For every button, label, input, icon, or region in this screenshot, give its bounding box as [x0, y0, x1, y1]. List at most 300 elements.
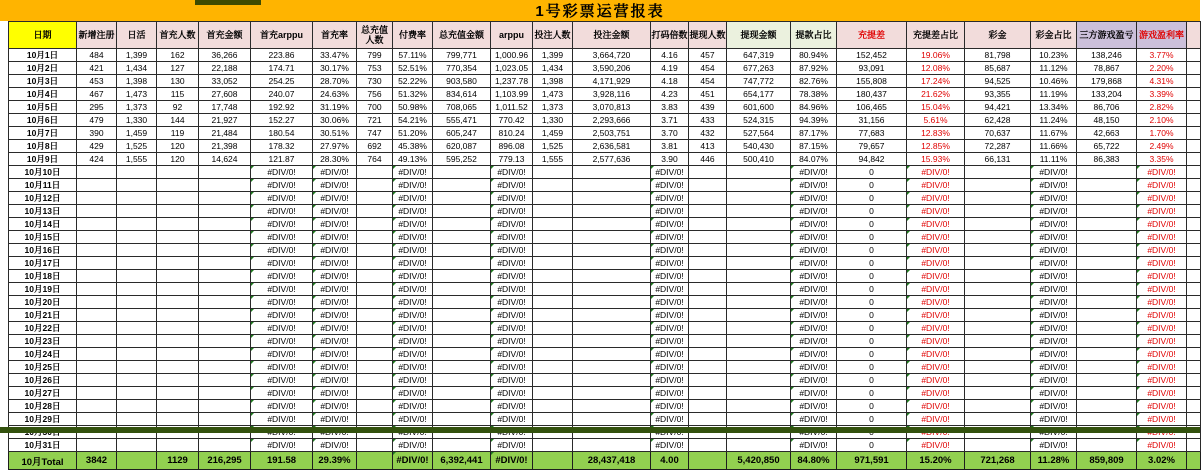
cell-total-charge-amount[interactable]: [433, 192, 491, 205]
cell-date[interactable]: 10月17日: [9, 257, 77, 270]
cell-total-charge-users[interactable]: [357, 283, 393, 296]
cell-bonus[interactable]: [965, 270, 1031, 283]
cell-first-charge-arppu[interactable]: #DIV/0!: [251, 231, 313, 244]
cell-third-party-game-pnl[interactable]: [1077, 335, 1137, 348]
cell-charge-withdraw-diff-ratio[interactable]: #DIV/0!: [907, 361, 965, 374]
cell-withdraw-users[interactable]: [689, 270, 727, 283]
cell-withdraw-users[interactable]: [689, 361, 727, 374]
cell-game-profit-rate[interactable]: 2.10%: [1137, 114, 1187, 127]
cell-new-registrations[interactable]: 429: [77, 140, 117, 153]
cell-date[interactable]: 10月11日: [9, 179, 77, 192]
cell-withdraw-amount[interactable]: [727, 296, 791, 309]
cell-new-registrations[interactable]: [77, 374, 117, 387]
cell-dau[interactable]: [117, 413, 157, 426]
cell-bonus[interactable]: 66,131: [965, 153, 1031, 166]
cell-charge-withdraw-diff-ratio[interactable]: 21.62%: [907, 88, 965, 101]
cell-charge-withdraw-diff-ratio[interactable]: #DIV/0!: [907, 257, 965, 270]
cell-first-charge-rate[interactable]: #DIV/0!: [313, 231, 357, 244]
cell-bet-users[interactable]: [533, 283, 573, 296]
cell-game-profit-rate[interactable]: 2.82%: [1137, 101, 1187, 114]
cell-date[interactable]: 10月25日: [9, 361, 77, 374]
cell-first-charge-rate[interactable]: 28.70%: [313, 75, 357, 88]
cell-first-charge-rate[interactable]: #DIV/0!: [313, 218, 357, 231]
total-cell-new-registrations[interactable]: 3842: [77, 452, 117, 470]
cell-third-party-game-pnl[interactable]: [1077, 166, 1137, 179]
cell-date[interactable]: 10月4日: [9, 88, 77, 101]
cell-first-charge-amount[interactable]: [199, 439, 251, 452]
cell-charge-withdraw-diff-ratio[interactable]: #DIV/0!: [907, 322, 965, 335]
total-cell-dau[interactable]: [117, 452, 157, 470]
cell-total-charge-users[interactable]: [357, 270, 393, 283]
cell-third-party-game-pnl[interactable]: [1077, 309, 1137, 322]
cell-withdraw-amount[interactable]: [727, 439, 791, 452]
cell-arppu[interactable]: 1,011.52: [491, 101, 533, 114]
cell-wager-multiple[interactable]: #DIV/0!: [651, 192, 689, 205]
cell-withdraw-amount[interactable]: 500,410: [727, 153, 791, 166]
col-header-first-charge-rate[interactable]: 首充率: [313, 22, 357, 49]
cell-withdraw-ratio[interactable]: #DIV/0!: [791, 257, 837, 270]
cell-first-charge-users[interactable]: [157, 283, 199, 296]
cell-pay-rate[interactable]: #DIV/0!: [393, 166, 433, 179]
cell-bet-users[interactable]: [533, 192, 573, 205]
cell-bet-amount[interactable]: [573, 179, 651, 192]
cell-new-registrations[interactable]: [77, 257, 117, 270]
cell-bet-amount[interactable]: [573, 244, 651, 257]
col-header-dau[interactable]: 日活: [117, 22, 157, 49]
cell-first-charge-rate[interactable]: 30.51%: [313, 127, 357, 140]
cell-first-charge-amount[interactable]: [199, 400, 251, 413]
cell-third-party-game-pnl[interactable]: [1077, 413, 1137, 426]
col-header-total-charge-users[interactable]: 总充值人数: [357, 22, 393, 49]
cell-wager-multiple[interactable]: 4.23: [651, 88, 689, 101]
cell-bet-users[interactable]: [533, 322, 573, 335]
cell-pay-rate[interactable]: 52.22%: [393, 75, 433, 88]
cell-total-charge-amount[interactable]: [433, 244, 491, 257]
cell-withdraw-amount[interactable]: 524,315: [727, 114, 791, 127]
cell-first-charge-amount[interactable]: [199, 322, 251, 335]
col-header-withdraw-amount[interactable]: 提现金额: [727, 22, 791, 49]
cell-bonus[interactable]: 94,421: [965, 101, 1031, 114]
cell-bonus-ratio[interactable]: #DIV/0!: [1031, 179, 1077, 192]
cell-first-charge-rate[interactable]: #DIV/0!: [313, 439, 357, 452]
cell-withdraw-ratio[interactable]: 84.96%: [791, 101, 837, 114]
cell-withdraw-users[interactable]: [689, 218, 727, 231]
cell-charge-withdraw-diff-ratio[interactable]: #DIV/0!: [907, 205, 965, 218]
cell-third-party-game-pnl[interactable]: [1077, 400, 1137, 413]
cell-first-charge-arppu[interactable]: #DIV/0!: [251, 335, 313, 348]
cell-dau[interactable]: [117, 192, 157, 205]
cell-first-charge-rate[interactable]: #DIV/0!: [313, 348, 357, 361]
total-cell-bonus[interactable]: 721,268: [965, 452, 1031, 470]
cell-new-registrations[interactable]: [77, 166, 117, 179]
cell-first-charge-arppu[interactable]: #DIV/0!: [251, 322, 313, 335]
cell-first-charge-arppu[interactable]: 121.87: [251, 153, 313, 166]
cell-bonus[interactable]: 85,687: [965, 62, 1031, 75]
cell-game-profit-rate[interactable]: #DIV/0!: [1137, 309, 1187, 322]
cell-bet-users[interactable]: [533, 374, 573, 387]
cell-total-charge-amount[interactable]: [433, 309, 491, 322]
total-cell-game-profit-rate[interactable]: 3.02%: [1137, 452, 1187, 470]
cell-pay-rate[interactable]: #DIV/0!: [393, 322, 433, 335]
cell-total-charge-users[interactable]: [357, 166, 393, 179]
cell-date[interactable]: 10月31日: [9, 439, 77, 452]
cell-third-party-game-pnl[interactable]: [1077, 270, 1137, 283]
cell-total-charge-users[interactable]: [357, 322, 393, 335]
cell-bet-users[interactable]: [533, 257, 573, 270]
cell-charge-withdraw-diff-ratio[interactable]: #DIV/0!: [907, 283, 965, 296]
cell-withdraw-users[interactable]: [689, 257, 727, 270]
total-cell-total-charge-amount[interactable]: 6,392,441: [433, 452, 491, 470]
cell-charge-withdraw-diff-ratio[interactable]: 15.04%: [907, 101, 965, 114]
cell-first-charge-rate[interactable]: #DIV/0!: [313, 244, 357, 257]
cell-date[interactable]: 10月28日: [9, 400, 77, 413]
cell-first-charge-rate[interactable]: #DIV/0!: [313, 166, 357, 179]
cell-bet-amount[interactable]: 2,577,636: [573, 153, 651, 166]
cell-dau[interactable]: 1,330: [117, 114, 157, 127]
cell-first-charge-amount[interactable]: 33,052: [199, 75, 251, 88]
cell-bet-users[interactable]: 1,373: [533, 101, 573, 114]
cell-bet-users[interactable]: 1,525: [533, 140, 573, 153]
cell-bonus[interactable]: [965, 348, 1031, 361]
cell-date[interactable]: 10月1日: [9, 49, 77, 62]
cell-bonus-ratio[interactable]: 11.24%: [1031, 114, 1077, 127]
cell-date[interactable]: 10月23日: [9, 335, 77, 348]
col-header-date[interactable]: 日期: [9, 22, 77, 49]
cell-first-charge-amount[interactable]: 22,188: [199, 62, 251, 75]
cell-charge-withdraw-diff-ratio[interactable]: #DIV/0!: [907, 413, 965, 426]
cell-withdraw-ratio[interactable]: #DIV/0!: [791, 374, 837, 387]
total-cell-withdraw-users[interactable]: [689, 452, 727, 470]
cell-first-charge-rate[interactable]: 31.19%: [313, 101, 357, 114]
cell-third-party-game-pnl[interactable]: 42,663: [1077, 127, 1137, 140]
cell-first-charge-arppu[interactable]: #DIV/0!: [251, 192, 313, 205]
cell-bet-amount[interactable]: [573, 322, 651, 335]
cell-dau[interactable]: [117, 348, 157, 361]
cell-arppu[interactable]: #DIV/0!: [491, 374, 533, 387]
cell-arppu[interactable]: #DIV/0!: [491, 218, 533, 231]
cell-withdraw-users[interactable]: [689, 244, 727, 257]
cell-withdraw-users[interactable]: 451: [689, 88, 727, 101]
cell-wager-multiple[interactable]: #DIV/0!: [651, 309, 689, 322]
cell-charge-withdraw-diff[interactable]: 79,657: [837, 140, 907, 153]
cell-bet-users[interactable]: [533, 348, 573, 361]
cell-third-party-game-pnl[interactable]: [1077, 218, 1137, 231]
cell-charge-withdraw-diff-ratio[interactable]: #DIV/0!: [907, 309, 965, 322]
cell-date[interactable]: 10月3日: [9, 75, 77, 88]
cell-pay-rate[interactable]: #DIV/0!: [393, 400, 433, 413]
cell-withdraw-users[interactable]: [689, 400, 727, 413]
cell-game-profit-rate[interactable]: #DIV/0!: [1137, 413, 1187, 426]
cell-bonus[interactable]: [965, 205, 1031, 218]
cell-first-charge-users[interactable]: 162: [157, 49, 199, 62]
cell-new-registrations[interactable]: [77, 348, 117, 361]
cell-wager-multiple[interactable]: #DIV/0!: [651, 400, 689, 413]
cell-bet-users[interactable]: [533, 439, 573, 452]
cell-first-charge-users[interactable]: [157, 387, 199, 400]
cell-first-charge-amount[interactable]: [199, 257, 251, 270]
cell-total-charge-users[interactable]: 730: [357, 75, 393, 88]
cell-first-charge-arppu[interactable]: #DIV/0!: [251, 413, 313, 426]
cell-charge-withdraw-diff-ratio[interactable]: #DIV/0!: [907, 218, 965, 231]
cell-total-charge-users[interactable]: [357, 387, 393, 400]
cell-first-charge-arppu[interactable]: #DIV/0!: [251, 179, 313, 192]
cell-arppu[interactable]: #DIV/0!: [491, 179, 533, 192]
cell-withdraw-ratio[interactable]: #DIV/0!: [791, 322, 837, 335]
cell-withdraw-users[interactable]: [689, 296, 727, 309]
cell-first-charge-users[interactable]: [157, 179, 199, 192]
cell-dau[interactable]: 1,434: [117, 62, 157, 75]
cell-total-charge-users[interactable]: [357, 205, 393, 218]
cell-withdraw-ratio[interactable]: #DIV/0!: [791, 270, 837, 283]
cell-total-charge-amount[interactable]: [433, 348, 491, 361]
cell-withdraw-amount[interactable]: [727, 205, 791, 218]
cell-total-charge-amount[interactable]: 605,247: [433, 127, 491, 140]
cell-bet-users[interactable]: [533, 231, 573, 244]
cell-withdraw-ratio[interactable]: #DIV/0!: [791, 348, 837, 361]
cell-bonus-ratio[interactable]: #DIV/0!: [1031, 387, 1077, 400]
cell-charge-withdraw-diff-ratio[interactable]: #DIV/0!: [907, 439, 965, 452]
cell-total-charge-amount[interactable]: 595,252: [433, 153, 491, 166]
col-header-first-charge-amount[interactable]: 首充金额: [199, 22, 251, 49]
cell-charge-withdraw-diff-ratio[interactable]: 12.85%: [907, 140, 965, 153]
cell-total-charge-amount[interactable]: [433, 374, 491, 387]
cell-new-registrations[interactable]: [77, 218, 117, 231]
cell-first-charge-users[interactable]: [157, 348, 199, 361]
cell-third-party-game-pnl[interactable]: [1077, 361, 1137, 374]
cell-date[interactable]: 10月14日: [9, 218, 77, 231]
cell-first-charge-rate[interactable]: #DIV/0!: [313, 335, 357, 348]
cell-first-charge-arppu[interactable]: #DIV/0!: [251, 257, 313, 270]
cell-withdraw-amount[interactable]: 527,564: [727, 127, 791, 140]
cell-bonus-ratio[interactable]: 10.46%: [1031, 75, 1077, 88]
cell-pay-rate[interactable]: #DIV/0!: [393, 335, 433, 348]
cell-charge-withdraw-diff-ratio[interactable]: 19.06%: [907, 49, 965, 62]
cell-arppu[interactable]: #DIV/0!: [491, 257, 533, 270]
cell-dau[interactable]: [117, 257, 157, 270]
cell-pay-rate[interactable]: 57.11%: [393, 49, 433, 62]
cell-date[interactable]: 10月2日: [9, 62, 77, 75]
cell-total-charge-users[interactable]: [357, 192, 393, 205]
cell-bonus-ratio[interactable]: #DIV/0!: [1031, 400, 1077, 413]
cell-bet-users[interactable]: [533, 309, 573, 322]
cell-withdraw-ratio[interactable]: 80.94%: [791, 49, 837, 62]
cell-first-charge-users[interactable]: 119: [157, 127, 199, 140]
cell-withdraw-amount[interactable]: [727, 166, 791, 179]
cell-new-registrations[interactable]: [77, 439, 117, 452]
cell-third-party-game-pnl[interactable]: [1077, 205, 1137, 218]
cell-withdraw-users[interactable]: 457: [689, 49, 727, 62]
cell-third-party-game-pnl[interactable]: [1077, 231, 1137, 244]
cell-withdraw-ratio[interactable]: #DIV/0!: [791, 192, 837, 205]
cell-bonus[interactable]: [965, 179, 1031, 192]
cell-pay-rate[interactable]: #DIV/0!: [393, 439, 433, 452]
cell-pay-rate[interactable]: 54.21%: [393, 114, 433, 127]
cell-third-party-game-pnl[interactable]: [1077, 257, 1137, 270]
col-header-withdraw-ratio[interactable]: 提款占比: [791, 22, 837, 49]
cell-charge-withdraw-diff-ratio[interactable]: #DIV/0!: [907, 335, 965, 348]
cell-bet-users[interactable]: 1,555: [533, 153, 573, 166]
cell-arppu[interactable]: 896.08: [491, 140, 533, 153]
cell-first-charge-users[interactable]: 127: [157, 62, 199, 75]
cell-first-charge-rate[interactable]: 33.47%: [313, 49, 357, 62]
cell-total-charge-users[interactable]: [357, 361, 393, 374]
cell-bonus[interactable]: 72,287: [965, 140, 1031, 153]
cell-first-charge-arppu[interactable]: #DIV/0!: [251, 309, 313, 322]
cell-withdraw-users[interactable]: 454: [689, 62, 727, 75]
cell-charge-withdraw-diff[interactable]: 0: [837, 387, 907, 400]
cell-wager-multiple[interactable]: #DIV/0!: [651, 387, 689, 400]
col-header-bonus-ratio[interactable]: 彩金占比: [1031, 22, 1077, 49]
cell-first-charge-users[interactable]: [157, 231, 199, 244]
cell-total-charge-users[interactable]: [357, 244, 393, 257]
cell-wager-multiple[interactable]: 3.90: [651, 153, 689, 166]
cell-total-charge-amount[interactable]: [433, 361, 491, 374]
cell-withdraw-ratio[interactable]: #DIV/0!: [791, 387, 837, 400]
cell-withdraw-users[interactable]: 454: [689, 75, 727, 88]
cell-first-charge-rate[interactable]: #DIV/0!: [313, 283, 357, 296]
cell-date[interactable]: 10月21日: [9, 309, 77, 322]
cell-arppu[interactable]: 770.42: [491, 114, 533, 127]
cell-first-charge-users[interactable]: [157, 374, 199, 387]
cell-withdraw-ratio[interactable]: #DIV/0!: [791, 309, 837, 322]
cell-dau[interactable]: [117, 400, 157, 413]
cell-charge-withdraw-diff[interactable]: 0: [837, 439, 907, 452]
cell-withdraw-amount[interactable]: [727, 192, 791, 205]
cell-total-charge-amount[interactable]: [433, 257, 491, 270]
cell-new-registrations[interactable]: 467: [77, 88, 117, 101]
cell-new-registrations[interactable]: [77, 387, 117, 400]
cell-charge-withdraw-diff-ratio[interactable]: 5.61%: [907, 114, 965, 127]
cell-dau[interactable]: [117, 218, 157, 231]
cell-withdraw-users[interactable]: [689, 179, 727, 192]
cell-new-registrations[interactable]: [77, 400, 117, 413]
cell-bonus[interactable]: 94,525: [965, 75, 1031, 88]
cell-dau[interactable]: [117, 166, 157, 179]
cell-wager-multiple[interactable]: #DIV/0!: [651, 244, 689, 257]
total-cell-bet-users[interactable]: [533, 452, 573, 470]
cell-first-charge-users[interactable]: [157, 296, 199, 309]
cell-total-charge-amount[interactable]: 708,065: [433, 101, 491, 114]
cell-wager-multiple[interactable]: 3.70: [651, 127, 689, 140]
col-header-total-charge-amount[interactable]: 总充值金额: [433, 22, 491, 49]
cell-withdraw-users[interactable]: [689, 309, 727, 322]
cell-wager-multiple[interactable]: #DIV/0!: [651, 348, 689, 361]
cell-pay-rate[interactable]: #DIV/0!: [393, 270, 433, 283]
cell-bet-users[interactable]: 1,398: [533, 75, 573, 88]
cell-dau[interactable]: 1,398: [117, 75, 157, 88]
cell-dau[interactable]: [117, 439, 157, 452]
cell-game-profit-rate[interactable]: 3.39%: [1137, 88, 1187, 101]
cell-first-charge-amount[interactable]: [199, 179, 251, 192]
cell-withdraw-amount[interactable]: [727, 335, 791, 348]
cell-first-charge-rate[interactable]: 24.63%: [313, 88, 357, 101]
cell-third-party-game-pnl[interactable]: [1077, 179, 1137, 192]
cell-game-profit-rate[interactable]: #DIV/0!: [1137, 218, 1187, 231]
cell-new-registrations[interactable]: 424: [77, 153, 117, 166]
cell-arppu[interactable]: 810.24: [491, 127, 533, 140]
cell-total-charge-users[interactable]: 799: [357, 49, 393, 62]
cell-bonus[interactable]: [965, 400, 1031, 413]
cell-charge-withdraw-diff[interactable]: 77,683: [837, 127, 907, 140]
cell-charge-withdraw-diff[interactable]: 31,156: [837, 114, 907, 127]
cell-pay-rate[interactable]: #DIV/0!: [393, 296, 433, 309]
cell-bonus[interactable]: [965, 335, 1031, 348]
cell-first-charge-rate[interactable]: #DIV/0!: [313, 270, 357, 283]
cell-date[interactable]: 10月13日: [9, 205, 77, 218]
cell-withdraw-users[interactable]: 439: [689, 101, 727, 114]
cell-first-charge-rate[interactable]: 27.97%: [313, 140, 357, 153]
cell-third-party-game-pnl[interactable]: [1077, 322, 1137, 335]
cell-new-registrations[interactable]: 295: [77, 101, 117, 114]
cell-bet-amount[interactable]: [573, 283, 651, 296]
cell-pay-rate[interactable]: 49.13%: [393, 153, 433, 166]
cell-first-charge-arppu[interactable]: 152.27: [251, 114, 313, 127]
cell-bonus-ratio[interactable]: 11.12%: [1031, 62, 1077, 75]
cell-dau[interactable]: 1,373: [117, 101, 157, 114]
cell-first-charge-users[interactable]: [157, 244, 199, 257]
cell-arppu[interactable]: #DIV/0!: [491, 439, 533, 452]
cell-total-charge-users[interactable]: [357, 231, 393, 244]
cell-withdraw-ratio[interactable]: #DIV/0!: [791, 413, 837, 426]
cell-total-charge-amount[interactable]: [433, 205, 491, 218]
cell-bet-amount[interactable]: [573, 335, 651, 348]
cell-game-profit-rate[interactable]: #DIV/0!: [1137, 257, 1187, 270]
cell-game-profit-rate[interactable]: #DIV/0!: [1137, 374, 1187, 387]
cell-third-party-game-pnl[interactable]: [1077, 192, 1137, 205]
cell-withdraw-users[interactable]: 433: [689, 114, 727, 127]
cell-bonus-ratio[interactable]: #DIV/0!: [1031, 192, 1077, 205]
cell-charge-withdraw-diff[interactable]: 0: [837, 244, 907, 257]
cell-withdraw-ratio[interactable]: #DIV/0!: [791, 400, 837, 413]
cell-first-charge-arppu[interactable]: 223.86: [251, 49, 313, 62]
cell-bonus-ratio[interactable]: #DIV/0!: [1031, 231, 1077, 244]
cell-pay-rate[interactable]: 51.20%: [393, 127, 433, 140]
cell-date[interactable]: 10月19日: [9, 283, 77, 296]
cell-withdraw-amount[interactable]: 747,772: [727, 75, 791, 88]
cell-first-charge-users[interactable]: 120: [157, 153, 199, 166]
cell-total-charge-amount[interactable]: 555,471: [433, 114, 491, 127]
cell-game-profit-rate[interactable]: #DIV/0!: [1137, 296, 1187, 309]
cell-withdraw-ratio[interactable]: #DIV/0!: [791, 296, 837, 309]
cell-new-registrations[interactable]: 421: [77, 62, 117, 75]
cell-withdraw-ratio[interactable]: 87.17%: [791, 127, 837, 140]
cell-new-registrations[interactable]: 390: [77, 127, 117, 140]
cell-bet-amount[interactable]: [573, 413, 651, 426]
cell-charge-withdraw-diff[interactable]: 106,465: [837, 101, 907, 114]
cell-first-charge-arppu[interactable]: #DIV/0!: [251, 283, 313, 296]
cell-pay-rate[interactable]: #DIV/0!: [393, 192, 433, 205]
cell-charge-withdraw-diff-ratio[interactable]: #DIV/0!: [907, 387, 965, 400]
cell-wager-multiple[interactable]: #DIV/0!: [651, 374, 689, 387]
total-cell-bet-amount[interactable]: 28,437,418: [573, 452, 651, 470]
cell-arppu[interactable]: #DIV/0!: [491, 361, 533, 374]
cell-game-profit-rate[interactable]: #DIV/0!: [1137, 335, 1187, 348]
cell-first-charge-amount[interactable]: 21,484: [199, 127, 251, 140]
cell-game-profit-rate[interactable]: 4.31%: [1137, 75, 1187, 88]
cell-bonus[interactable]: 70,637: [965, 127, 1031, 140]
cell-first-charge-arppu[interactable]: 174.71: [251, 62, 313, 75]
cell-charge-withdraw-diff[interactable]: 0: [837, 348, 907, 361]
cell-dau[interactable]: [117, 283, 157, 296]
cell-date[interactable]: 10月20日: [9, 296, 77, 309]
cell-pay-rate[interactable]: #DIV/0!: [393, 348, 433, 361]
cell-first-charge-rate[interactable]: 28.30%: [313, 153, 357, 166]
cell-new-registrations[interactable]: 479: [77, 114, 117, 127]
cell-new-registrations[interactable]: [77, 244, 117, 257]
cell-date[interactable]: 10月12日: [9, 192, 77, 205]
cell-arppu[interactable]: #DIV/0!: [491, 192, 533, 205]
cell-first-charge-arppu[interactable]: #DIV/0!: [251, 439, 313, 452]
